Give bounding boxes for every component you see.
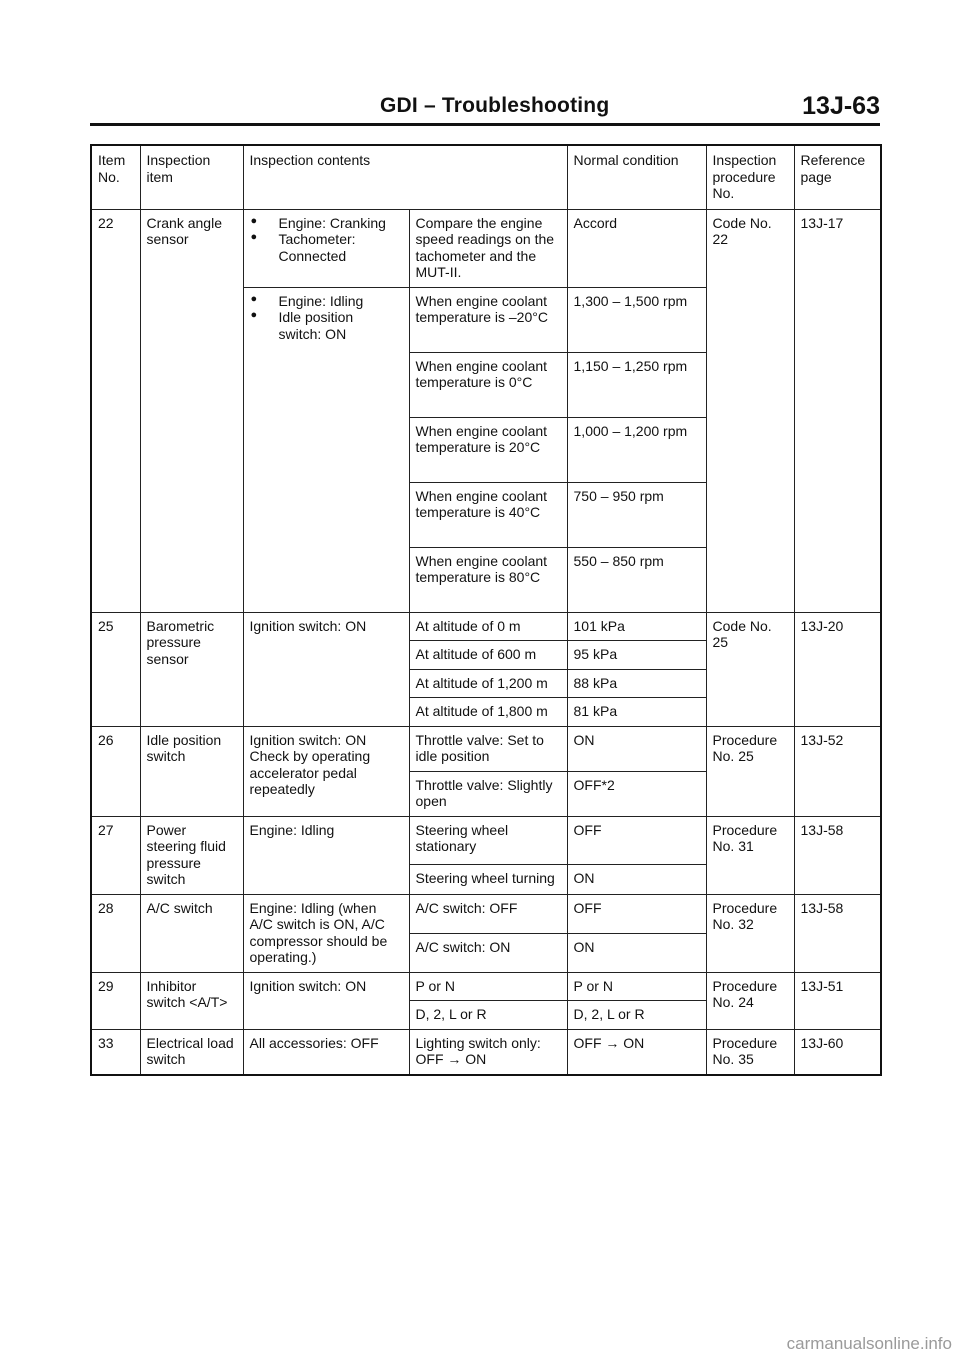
inspection-content: At altitude of 600 m xyxy=(409,641,567,670)
normal-condition: 81 kPa xyxy=(567,698,706,727)
inspection-condition: Ignition switch: ON xyxy=(243,972,409,1029)
reference-page: 13J-58 xyxy=(794,894,881,972)
normal-condition: 750 – 950 rpm xyxy=(567,482,706,547)
inspection-item: Power steering fluid pressure switch xyxy=(140,816,243,894)
item-no: 33 xyxy=(91,1029,140,1075)
normal-condition: ON xyxy=(567,726,706,771)
col-inspection-item: Inspection item xyxy=(140,145,243,209)
page-title: GDI – Troubleshooting xyxy=(380,94,610,117)
reference-page: 13J-51 xyxy=(794,972,881,1029)
inspection-content: Throttle valve: Set to idle position xyxy=(409,726,567,771)
watermark-text: carmanualsonline.info xyxy=(786,1334,952,1353)
procedure-no: Procedure No. 24 xyxy=(706,972,794,1029)
procedure-no: Code No. 25 xyxy=(706,612,794,726)
inspection-content: When engine coolant temperature is –20°C xyxy=(409,287,567,352)
normal-condition: 1,000 – 1,200 rpm xyxy=(567,417,706,482)
inspection-content: Throttle valve: Slightly open xyxy=(409,771,567,816)
normal-condition: P or N xyxy=(567,972,706,1001)
inspection-content: Steering wheel turning xyxy=(409,864,567,894)
inspection-condition: Engine: Idling (when A/C switch is ON, A/C compressor should be operating.) xyxy=(243,894,409,972)
inspection-content: When engine coolant temperature is 80°C xyxy=(409,547,567,612)
inspection-content: Steering wheel stationary xyxy=(409,816,567,864)
table-row xyxy=(91,894,881,933)
inspection-condition: Ignition switch: ON xyxy=(243,612,409,726)
inspection-content: At altitude of 1,200 m xyxy=(409,669,567,698)
bullet-item: ● Tachometer: Connected xyxy=(250,231,403,264)
col-inspection-contents: Inspection contents xyxy=(243,145,567,209)
col-item-no: Item No. xyxy=(91,145,140,209)
inspection-item: Electrical load switch xyxy=(140,1029,243,1075)
normal-condition: ON xyxy=(567,864,706,894)
item-no: 28 xyxy=(91,894,140,972)
procedure-no: Procedure No. 32 xyxy=(706,894,794,972)
reference-page: 13J-52 xyxy=(794,726,881,816)
inspection-condition: Engine: Idling xyxy=(243,816,409,894)
normal-condition: OFF xyxy=(567,816,706,864)
normal-condition: OFF xyxy=(567,894,706,933)
procedure-no: Procedure No. 31 xyxy=(706,816,794,894)
normal-condition: 101 kPa xyxy=(567,612,706,641)
normal-condition: OFF → ON xyxy=(567,1029,706,1075)
inspection-content: At altitude of 1,800 m xyxy=(409,698,567,727)
reference-page: 13J-20 xyxy=(794,612,881,726)
normal-condition: 1,300 – 1,500 rpm xyxy=(567,287,706,352)
normal-condition: D, 2, L or R xyxy=(567,1001,706,1030)
procedure-no: Code No. 22 xyxy=(706,209,794,612)
inspection-content: At altitude of 0 m xyxy=(409,612,567,641)
item-no: 22 xyxy=(91,209,140,612)
page-header xyxy=(90,90,880,124)
normal-condition: 1,150 – 1,250 rpm xyxy=(567,352,706,417)
inspection-condition: Ignition switch: ON Check by operating accelerator pedal repeatedly xyxy=(243,726,409,816)
header-rule xyxy=(90,123,880,126)
inspection-item: A/C switch xyxy=(140,894,243,972)
normal-condition: Accord xyxy=(567,209,706,287)
inspection-content: D, 2, L or R xyxy=(409,1001,567,1030)
bullet-item: ● Engine: Idling xyxy=(250,293,403,310)
inspection-item: Inhibitor switch <A/T> xyxy=(140,972,243,1029)
normal-condition: 550 – 850 rpm xyxy=(567,547,706,612)
troubleshooting-table xyxy=(90,144,882,1076)
inspection-content: A/C switch: OFF xyxy=(409,894,567,933)
item-no: 26 xyxy=(91,726,140,816)
inspection-condition: All accessories: OFF xyxy=(243,1029,409,1075)
item-no: 25 xyxy=(91,612,140,726)
table-row xyxy=(91,1029,881,1075)
normal-condition: OFF*2 xyxy=(567,771,706,816)
inspection-content: A/C switch: ON xyxy=(409,933,567,972)
inspection-content: When engine coolant temperature is 20°C xyxy=(409,417,567,482)
inspection-item: Crank angle sensor xyxy=(140,209,243,612)
bullet-item: ● Engine: Cranking xyxy=(250,215,403,232)
col-reference-page: Reference page xyxy=(794,145,881,209)
reference-page: 13J-17 xyxy=(794,209,881,612)
reference-page: 13J-58 xyxy=(794,816,881,894)
inspection-item: Idle position switch xyxy=(140,726,243,816)
inspection-content: Lighting switch only: OFF → ON xyxy=(409,1029,567,1075)
col-normal-condition: Normal condition xyxy=(567,145,706,209)
item-no: 29 xyxy=(91,972,140,1029)
inspection-condition xyxy=(243,209,409,287)
inspection-content: When engine coolant temperature is 0°C xyxy=(409,352,567,417)
inspection-condition xyxy=(243,287,409,612)
page-number: 13J-63 xyxy=(802,92,880,120)
col-procedure-no: Inspection procedure No. xyxy=(706,145,794,209)
procedure-no: Procedure No. 35 xyxy=(706,1029,794,1075)
normal-condition: 88 kPa xyxy=(567,669,706,698)
procedure-no: Procedure No. 25 xyxy=(706,726,794,816)
table-row xyxy=(91,972,881,1001)
bullet-item: ● Idle position switch: ON xyxy=(250,309,403,342)
normal-condition: 95 kPa xyxy=(567,641,706,670)
normal-condition: ON xyxy=(567,933,706,972)
table-row xyxy=(91,209,881,287)
inspection-content: P or N xyxy=(409,972,567,1001)
inspection-item: Barometric pressure sensor xyxy=(140,612,243,726)
item-no: 27 xyxy=(91,816,140,894)
table-row xyxy=(91,612,881,641)
table-row xyxy=(91,726,881,771)
table-header-row xyxy=(91,145,881,209)
inspection-content: When engine coolant temperature is 40°C xyxy=(409,482,567,547)
reference-page: 13J-60 xyxy=(794,1029,881,1075)
table-row xyxy=(91,816,881,864)
inspection-content: Compare the engine speed readings on the tachometer and the MUT-II. xyxy=(409,209,567,287)
